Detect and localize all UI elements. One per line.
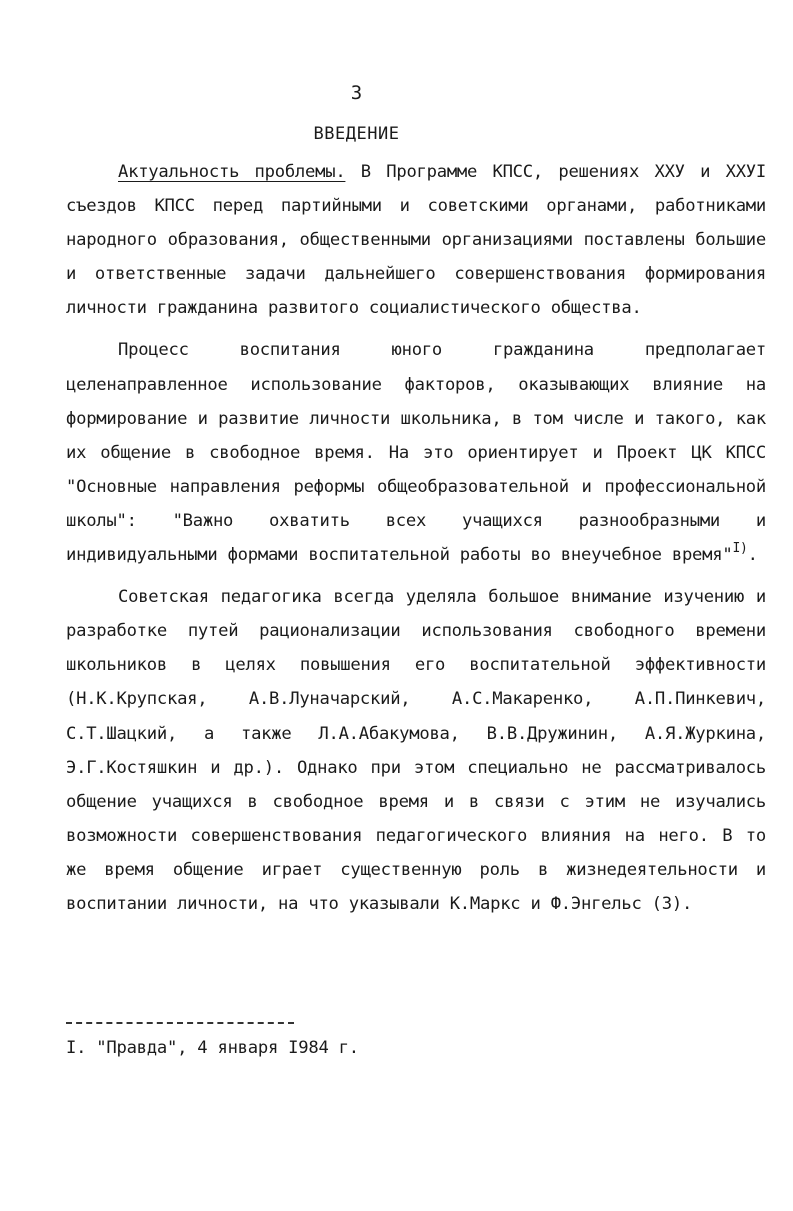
paragraph-text: Процесс воспитания юного гражданина предполагает целенаправленное использование факторов, оказывающих влияние на формирование и развитие личности школьника, в том числе и такого, как их общение в свободное время. На это ориентирует и Проект ЦК КПСС "Основные направления реформы общеобразовательной и профессиональной школы": "Важно охватить всех учащихся разнообразными и индивидуальными формами воспитательной работы во внеучебное время" (66, 340, 766, 566)
body-text (66, 155, 766, 921)
footnote: I. "Правда", 4 января I984 г. (66, 1038, 359, 1058)
footnote-marker: I) (732, 541, 748, 557)
paragraph-1 (66, 155, 766, 325)
page-number: 3 (350, 82, 363, 104)
footnote-divider (66, 1022, 294, 1024)
paragraph-text: В Программе КПСС, решениях XXУ и XXУI съездов КПСС перед партийными и советскими органами, работниками народного образования, общественными организациями поставлены большие и ответственные задачи дальнейшего совершенствования формирования личности гражданина развитого социалистического общества. (66, 162, 766, 319)
paragraph-lead: Актуальность проблемы. (118, 162, 346, 182)
paragraph-3 (66, 580, 766, 921)
section-heading: ВВЕДЕНИЕ (313, 124, 400, 144)
paragraph-text: Советская педагогика всегда уделяла большое внимание изучению и разработке путей рационализации использования свободного времени школьников в целях повышения его воспитательной эффективности (Н.К.Крупская, А.В.Луначарский, А.С.Макаренко, А.П.Пинкевич, С.Т.Шацкий, а также Л.А.Абакумова, В.В.Дружинин, А.Я.Журкина, Э.Г.Костяшкин и др.). Однако при этом специально не рассматривалось общение учащихся в свободное время и в связи с этим не изучались возможности совершенствования педагогического влияния на него. В то же время общение играет существенную роль в жизнедеятельности и воспитании личности, на что указывали К.Маркс и Ф.Энгельс (3). (66, 587, 766, 914)
paragraph-tail: . (747, 545, 758, 566)
paragraph-2 (66, 333, 766, 572)
